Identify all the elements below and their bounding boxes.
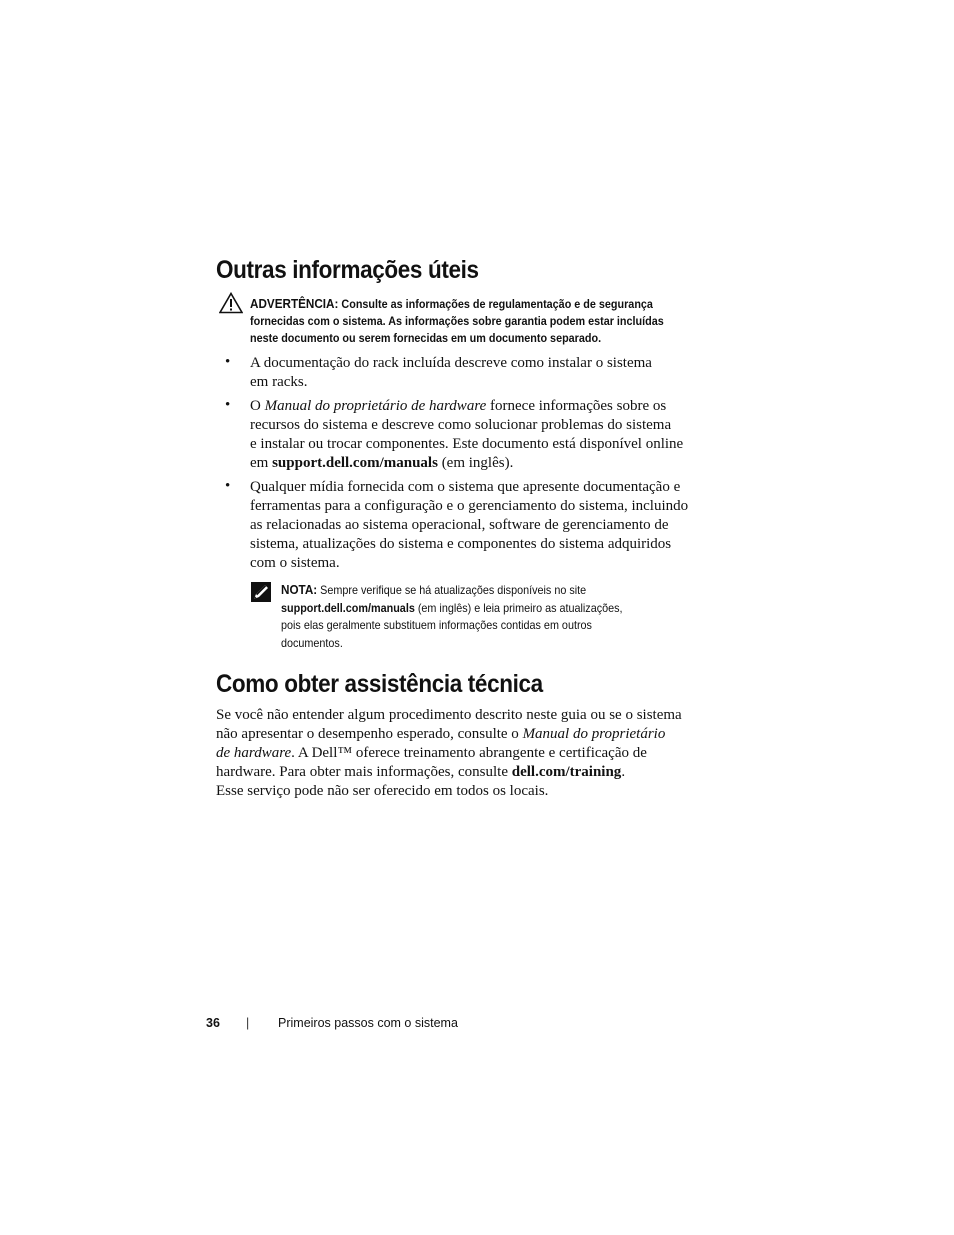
note-text: Sempre verifique se há atualizações disponíveis no site [317,583,587,597]
note-block [281,581,695,652]
bullet2-line: recursos do sistema e descreve como solucionar problemas do sistema [250,417,672,433]
bullet2-line [250,397,666,416]
paragraph-line: Esse serviço pode não ser oferecido em todos os locais. [216,783,549,799]
note-label: NOTA: [281,582,318,597]
bullet2-line: e instalar ou trocar componentes. Este documento está disponível online [250,436,684,452]
paragraph-line: Se você não entender algum procedimento descrito neste guia ou se o sistema [216,707,682,723]
bullet2-text: fornece informações sobre os [486,398,667,414]
note-text-line: documentos. [281,635,343,650]
paragraph-line [216,725,665,744]
bullet2-text: (em inglês). [437,455,514,471]
section-title-assistencia-tecnica: Como obter assistência técnica [216,670,543,698]
section-title-outras-informacoes: Outras informações úteis [216,256,479,284]
support-link[interactable]: support.dell.com/manuals [281,600,415,615]
page-number: 36 [206,1016,220,1030]
note-text: (em inglês) e leia primeiro as atualizações, [414,600,623,615]
bullet1-line: em racks. [250,374,308,390]
paragraph-line [216,744,647,763]
warning-icon [219,292,243,314]
bullet3-line: Qualquer mídia fornecida com o sistema que apresente documentação e [250,479,681,495]
paragraph-text: . [621,764,626,780]
footer-separator: | [246,1016,250,1030]
warning-text-line: fornecidas com o sistema. As informações sobre garantia podem estar incluídas [250,314,664,328]
note-pencil-icon [251,582,271,602]
support-link[interactable]: support.dell.com/manuals [272,455,438,471]
bullet3-line: ferramentas para a configuração e o gerenciamento do sistema, incluindo [250,498,689,514]
warning-text-line: neste documento ou serem fornecidas em um documento separado. [250,331,602,345]
paragraph-text: . A Dell™ oferece treinamento abrangente e certificação de [291,745,647,761]
warning-label: ADVERTÊNCIA: [250,296,339,311]
warning-block [250,295,718,347]
footer-chapter-title: Primeiros passos com o sistema [278,1016,458,1030]
warning-text-line: Consulte as informações de regulamentação e de segurança [341,297,653,311]
bullet1-line: A documentação do rack incluída descreve como instalar o sistema [250,355,652,371]
training-link[interactable]: dell.com/training [511,764,622,780]
bullet3-line: com o sistema. [250,555,340,571]
bullet-marker: • [225,354,231,370]
bullet2-text: O [250,398,265,414]
bullet-marker: • [225,397,231,413]
manual-title-italic: de hardware [216,745,292,761]
manual-title-italic: Manual do proprietário [522,726,666,742]
bullet3-line: sistema, atualizações do sistema e componentes do sistema adquiridos [250,536,672,552]
manual-title-italic: Manual do proprietário de hardware [264,398,487,414]
note-text-line: pois elas geralmente substituem informações contidas em outros [281,618,592,632]
paragraph-text: hardware. Para obter mais informações, consulte [216,764,512,780]
bullet-marker: • [225,478,231,494]
bullet2-text: em [250,455,273,471]
bullet3-line: as relacionadas ao sistema operacional, software de gerenciamento de [250,517,669,533]
paragraph-line [216,763,625,782]
bullet2-line [250,454,513,473]
paragraph-text: não apresentar o desempenho esperado, consulte o [216,726,523,742]
